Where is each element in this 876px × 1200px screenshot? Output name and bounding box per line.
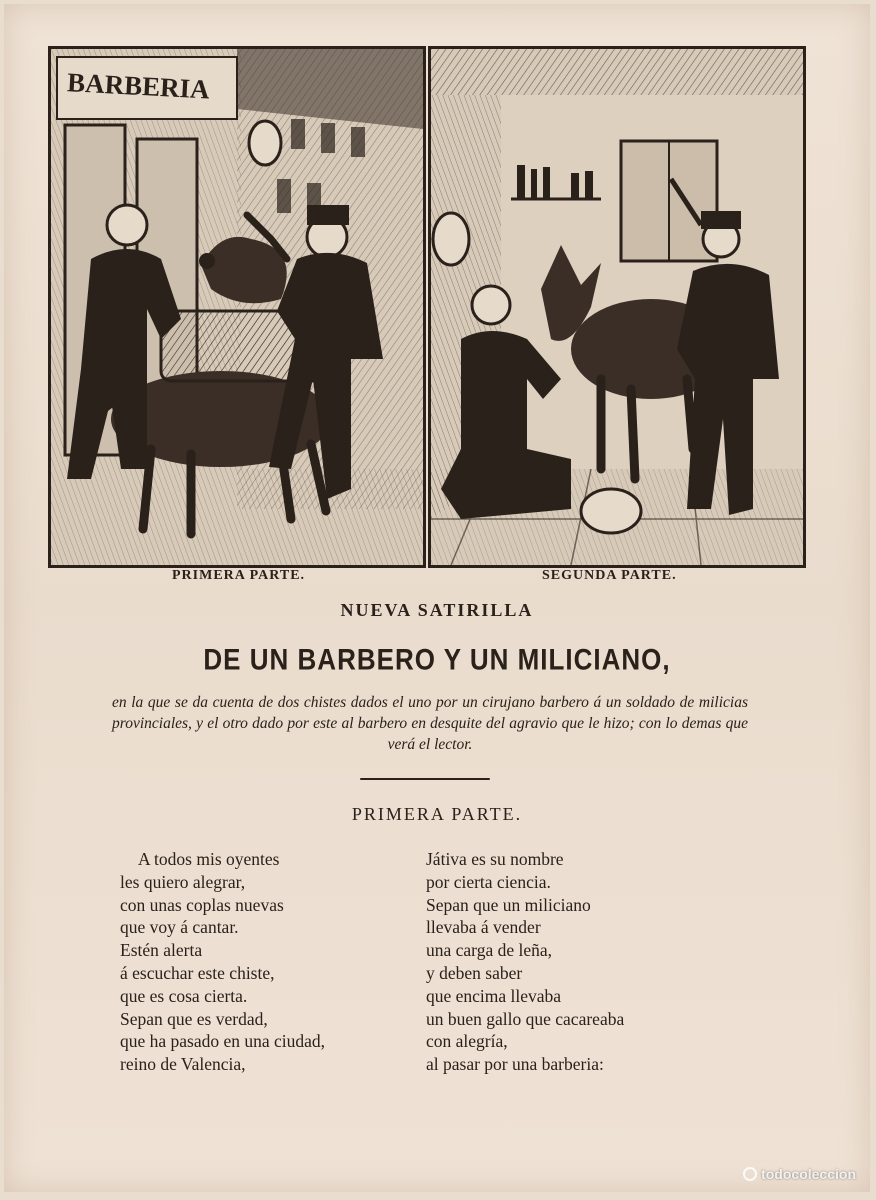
watermark-text: todocoleccion (761, 1166, 856, 1182)
verse-line: Sepan que es verdad, (120, 1008, 268, 1029)
watermark-logo-icon (743, 1167, 757, 1181)
printed-sheet (4, 4, 870, 1192)
verse-line: que voy á cantar. (120, 917, 239, 938)
verse-line: á escuchar este chiste, (120, 962, 275, 983)
verse-line: llevaba á vender (426, 917, 541, 938)
verse-line: Estén alerta (120, 940, 203, 961)
verse-line: reino de Valencia, (120, 1054, 246, 1075)
caption-segunda-parte: SEGUNDA PARTE. (542, 568, 677, 583)
verse-line: les quiero alegrar, (120, 871, 246, 892)
subtitle: en la que se da cuenta de dos chistes dados el uno por un cirujano barbero á un soldado de milicias provinciales, y el otro dado por este al barbero en desquite del agravio que le hizo; con lo demas que verá el lector. (112, 694, 748, 753)
verse-line: y deben saber (426, 962, 523, 983)
woodcut-segunda-parte (428, 46, 806, 568)
verse-column-left (120, 848, 325, 1076)
pretitle: NUEVA SATIRILLA (340, 600, 534, 620)
verse-line: que ha pasado en una ciudad, (120, 1031, 326, 1052)
woodcut-primera-parte (48, 46, 426, 568)
woodcut-left-image (51, 49, 423, 565)
section-heading: PRIMERA PARTE. (351, 804, 523, 824)
verse-line: A todos mis oyentes (138, 849, 280, 869)
ornamental-rule (360, 778, 490, 780)
verse-line: Játiva es su nombre (426, 849, 564, 869)
caption-primera-parte: PRIMERA PARTE. (172, 568, 306, 583)
verse-line: Sepan que un miliciano (426, 894, 591, 915)
verse-line: que es cosa cierta. (120, 985, 248, 1006)
verse-column-right (426, 848, 624, 1076)
verse-line: con alegría, (426, 1031, 508, 1052)
verse-line: que encima llevaba (426, 985, 562, 1006)
verse-line: al pasar por una barberia: (426, 1054, 604, 1075)
verse-line: una carga de leña, (426, 940, 552, 961)
barberia-sign-text: BARBERIA (66, 67, 211, 105)
main-title: DE UN BARBERO Y UN MILICIANO, (203, 641, 671, 677)
verse-line: un buen gallo que cacareaba (426, 1008, 625, 1029)
woodcut-right-image (431, 49, 803, 565)
verse-line: con unas coplas nuevas (120, 894, 284, 915)
verse-line: por cierta ciencia. (426, 871, 551, 892)
site-watermark (743, 1166, 856, 1182)
